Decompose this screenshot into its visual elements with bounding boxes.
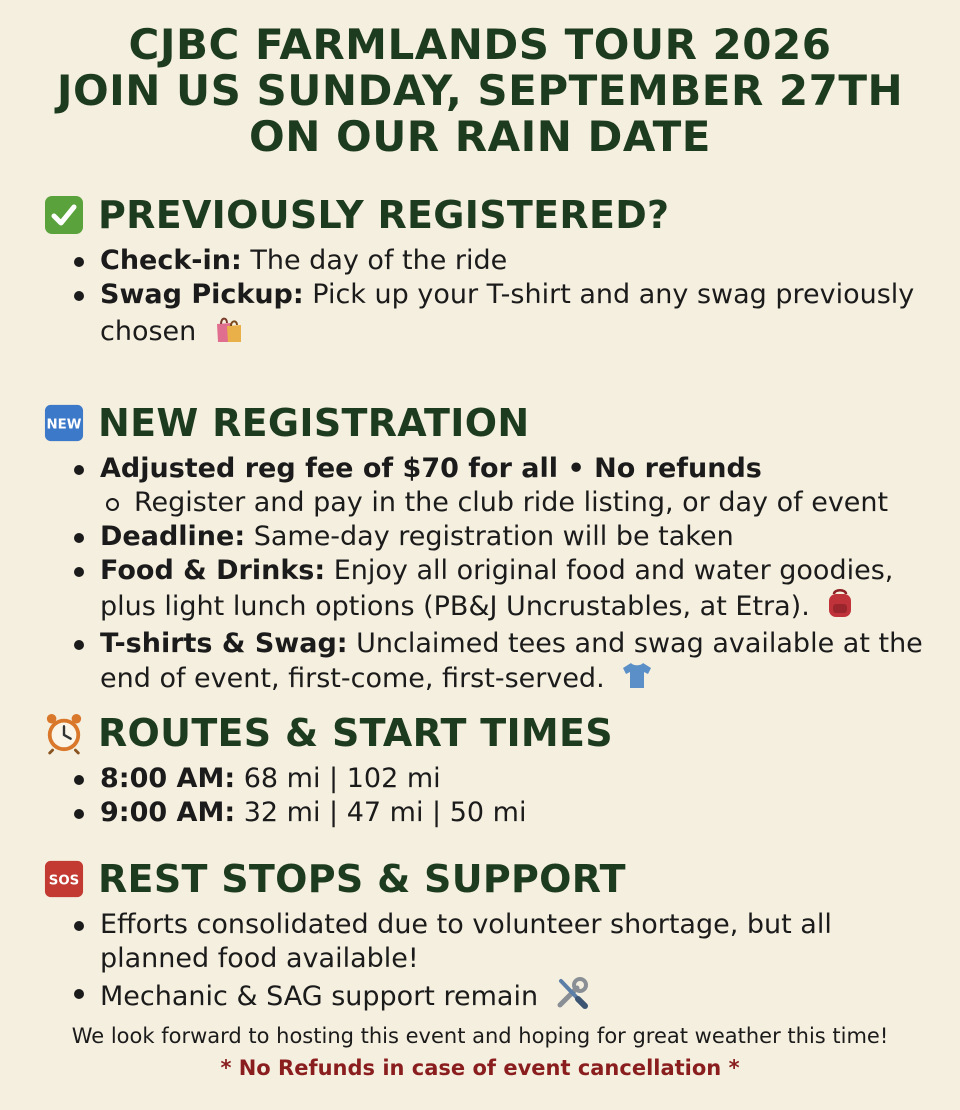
shopping-bags-icon (213, 312, 245, 353)
tshirt-icon (621, 661, 653, 698)
title-line-3: ON OUR RAIN DATE (249, 112, 711, 161)
item-label: T-shirts & Swag: (100, 628, 348, 659)
item-text: 68 mi | 102 mi (235, 763, 441, 794)
list-item (72, 244, 944, 278)
title-line-1: CJBC FARMLANDS TOUR 2026 (128, 20, 832, 69)
item-text: Mechanic & SAG support remain (100, 981, 539, 1012)
svg-text:SOS: SOS (48, 873, 80, 889)
title-line-2: JOIN US SUNDAY, SEPTEMBER 27TH (56, 66, 904, 115)
item-label: 8:00 AM: (100, 763, 236, 794)
item-text: Pick up your T-shirt and any swag previously chosen (100, 279, 915, 347)
sos-badge-icon (44, 859, 84, 899)
fee-separator: • (558, 453, 595, 484)
item-label: 9:00 AM: (100, 797, 236, 828)
footer-warning: * No Refunds in case of event cancellation * (220, 1056, 740, 1080)
list-item (72, 796, 944, 830)
no-refunds-label: No refunds (594, 453, 762, 484)
item-label: Deadline: (100, 521, 246, 552)
fee-label: Adjusted reg fee of $70 for all (100, 453, 559, 484)
section-routes (44, 708, 944, 830)
new-badge-icon (44, 403, 84, 443)
item-text: 32 mi | 47 mi | 50 mi (235, 797, 527, 828)
section-previously-registered (44, 190, 944, 353)
backpack-icon (826, 588, 854, 627)
bullet-list (44, 452, 944, 698)
item-text: The day of the ride (241, 245, 508, 276)
bullet-list (44, 908, 944, 1019)
list-item (72, 976, 944, 1019)
item-text: Enjoy all original food and water goodies, plus light lunch options (PB&J Uncrustables, at Etra). (100, 555, 894, 622)
list-item (72, 520, 944, 554)
title-block (0, 22, 960, 160)
bullet-list (44, 244, 944, 353)
item-text: Same-day registration will be taken (245, 521, 734, 552)
list-item (72, 278, 944, 353)
sub-list-item: Register and pay in the club ride listing, or day of event (100, 486, 944, 520)
section-title: ROUTES & START TIMES (98, 711, 613, 755)
svg-text:NEW: NEW (46, 417, 82, 433)
alarm-clock-icon (44, 713, 84, 753)
section-header (44, 190, 944, 240)
bullet-list (44, 762, 944, 830)
sub-list (100, 486, 944, 520)
list-item (72, 452, 944, 520)
item-label: Check-in: (100, 245, 242, 276)
item-label: Swag Pickup: (100, 279, 304, 310)
section-title: PREVIOUSLY REGISTERED? (98, 193, 670, 237)
section-title: NEW REGISTRATION (98, 401, 530, 445)
list-item (72, 554, 944, 627)
footer-note: We look forward to hosting this event and hoping for great weather this time! (71, 1024, 889, 1048)
list-item: Efforts consolidated due to volunteer shortage, but all planned food available! (72, 908, 944, 976)
section-header (44, 854, 944, 904)
list-item (72, 627, 944, 698)
section-header (44, 398, 944, 448)
item-text: Unclaimed tees and swag available at the end of event, first-come, first-served. (100, 628, 923, 694)
section-title: REST STOPS & SUPPORT (98, 857, 626, 901)
item-label: Food & Drinks: (100, 555, 326, 586)
section-rest-stops (44, 854, 944, 1019)
section-header (44, 708, 944, 758)
list-item (72, 762, 944, 796)
check-mark-icon (44, 195, 84, 235)
wrench-screwdriver-icon (555, 976, 589, 1019)
section-new-registration (44, 398, 944, 698)
